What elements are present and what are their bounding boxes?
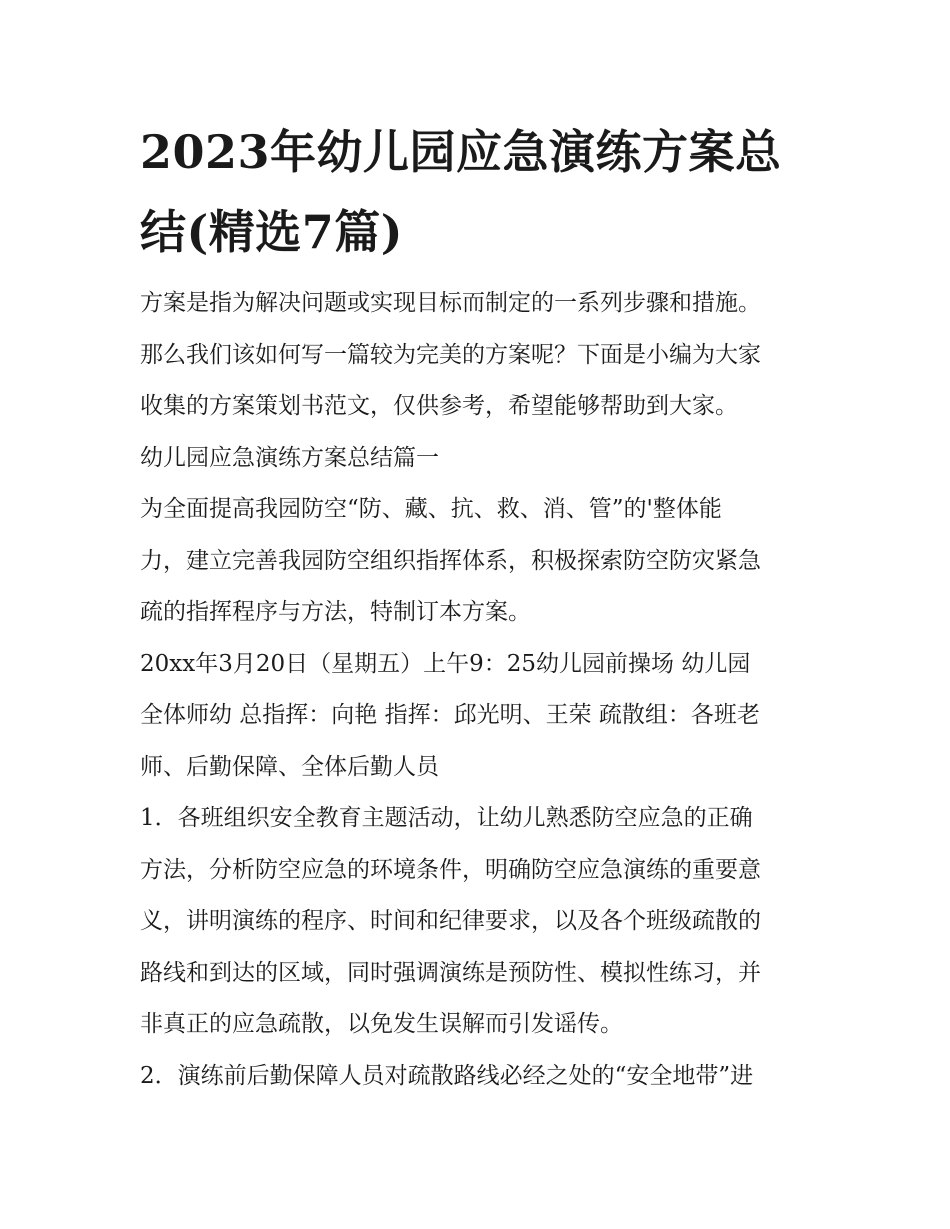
purpose-line-2: 力，建立完善我园防空组织指挥体系，积极探索防空防灾紧急 <box>140 547 761 574</box>
step-1-line-2: 方法，分析防空应急的环境条件，明确防空应急演练的重要意 <box>140 856 761 883</box>
purpose-line-3: 疏的指挥程序与方法，特制订本方案。 <box>140 599 531 625</box>
document-body <box>140 278 820 1102</box>
step-1-line-3: 义，讲明演练的程序、时间和纪律要求，以及各个班级疏散的 <box>140 908 761 934</box>
intro-line-3: 收集的方案策划书范文，仅供参考，希望能够帮助到大家。 <box>140 393 738 419</box>
step-1-line-1: 1．各班组织安全教育主题活动，让幼儿熟悉防空应急的正确 <box>140 805 753 831</box>
document-page <box>140 112 820 1102</box>
step-1-line-5: 非真正的应急疏散，以免发生误解而引发谣传。 <box>140 1011 623 1037</box>
purpose-line-1: 为全面提高我园防空“防、藏、抗、救、消、管”的'整体能 <box>140 496 722 522</box>
section-heading: 幼儿园应急演练方案总结篇一 <box>140 444 439 471</box>
schedule-line-1: 20xx年3月20日（星期五）上午9：25幼儿园前操场 幼儿园 <box>140 650 751 677</box>
title-line-2: 结(精选7篇) <box>140 205 404 259</box>
step-1-line-4: 路线和到达的区域，同时强调演练是预防性、模拟性练习，并 <box>140 959 761 986</box>
schedule-line-2: 全体师幼 总指挥：向艳 指挥：邱光明、王荣 疏散组：各班老 <box>140 702 760 728</box>
schedule-line-3: 师、后勤保障、全体后勤人员 <box>140 753 439 780</box>
intro-line-2: 那么我们该如何写一篇较为完美的方案呢？下面是小编为大家 <box>140 341 761 368</box>
title-line-1: 2023年幼儿园应急演练方案总 <box>140 125 782 179</box>
document-title <box>140 112 820 272</box>
intro-line-1: 方案是指为解决问题或实现目标而制定的一系列步骤和措施。 <box>140 290 761 316</box>
step-2-line-1: 2．演练前后勤保障人员对疏散路线必经之处的“安全地带”进 <box>140 1062 754 1089</box>
